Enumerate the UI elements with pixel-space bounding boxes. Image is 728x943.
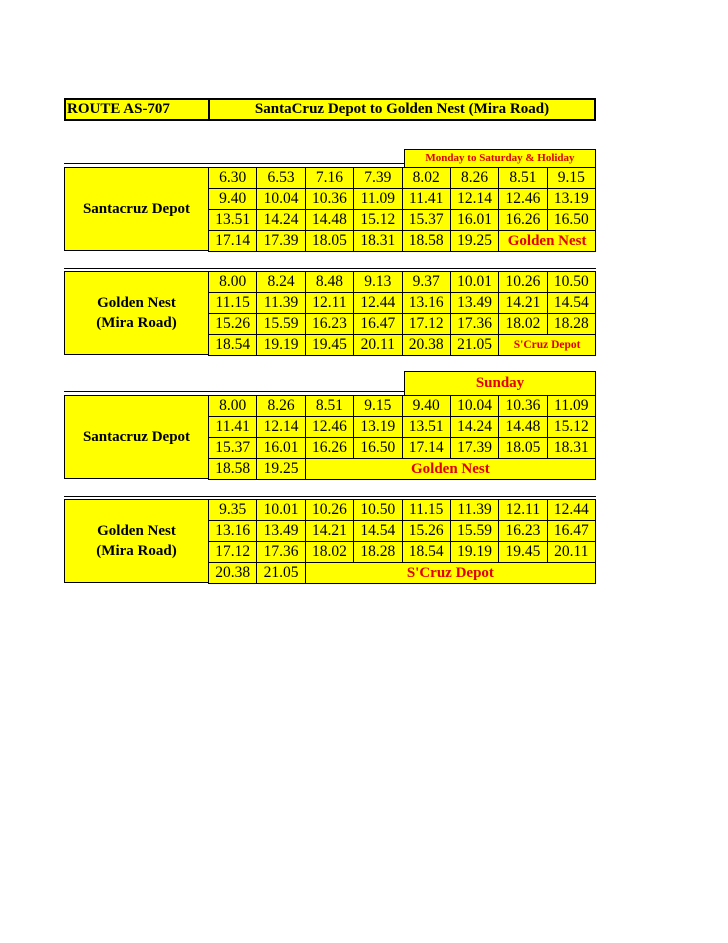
time-cell: 11.09 xyxy=(547,396,595,417)
time-cell: 16.23 xyxy=(499,521,547,542)
time-cell: 8.02 xyxy=(402,168,450,189)
time-cell: 8.26 xyxy=(257,396,305,417)
time-cell: 12.14 xyxy=(450,189,498,210)
time-cell: 18.02 xyxy=(305,542,353,563)
time-cell: 13.51 xyxy=(209,210,257,231)
table-row xyxy=(209,438,596,459)
table-row xyxy=(209,272,596,293)
table-row xyxy=(209,542,596,563)
time-cell: 10.01 xyxy=(450,272,498,293)
time-cell: 10.50 xyxy=(354,500,402,521)
table-row xyxy=(209,168,596,189)
time-cell: 18.31 xyxy=(547,438,595,459)
stop-name xyxy=(64,271,208,355)
time-cell: 8.00 xyxy=(209,272,257,293)
time-cell: 12.11 xyxy=(499,500,547,521)
time-cell: 16.47 xyxy=(547,521,595,542)
time-cell: 18.28 xyxy=(547,314,595,335)
time-cell: 15.26 xyxy=(402,521,450,542)
time-cell: 13.16 xyxy=(402,293,450,314)
time-cell: 16.23 xyxy=(305,314,353,335)
time-cell: 21.05 xyxy=(450,335,498,356)
time-cell: 12.44 xyxy=(547,500,595,521)
time-cell: 11.15 xyxy=(209,293,257,314)
route-title: SantaCruz Depot to Golden Nest (Mira Road) xyxy=(208,98,596,121)
timetable-grid xyxy=(208,271,596,356)
time-cell: 13.49 xyxy=(450,293,498,314)
time-cell: 10.01 xyxy=(257,500,305,521)
time-cell: 14.48 xyxy=(305,210,353,231)
time-cell: 20.11 xyxy=(547,542,595,563)
time-cell: 17.39 xyxy=(257,231,305,252)
time-cell: 16.26 xyxy=(305,438,353,459)
time-cell: 19.19 xyxy=(450,542,498,563)
stop-name xyxy=(64,395,208,479)
time-cell: 17.14 xyxy=(209,231,257,252)
time-cell: 13.16 xyxy=(209,521,257,542)
time-cell: 7.16 xyxy=(305,168,353,189)
time-cell: 11.39 xyxy=(450,500,498,521)
stop-name xyxy=(64,167,208,251)
time-cell: 16.50 xyxy=(354,438,402,459)
stop-name xyxy=(64,499,208,583)
table-row xyxy=(209,396,596,417)
stop-name-line: Golden Nest xyxy=(97,523,176,539)
time-cell: 16.01 xyxy=(257,438,305,459)
time-cell: 11.09 xyxy=(354,189,402,210)
table-row xyxy=(209,231,596,252)
time-cell: 8.48 xyxy=(305,272,353,293)
time-cell: 17.39 xyxy=(450,438,498,459)
time-cell: 13.19 xyxy=(547,189,595,210)
stop-name-line: (Mira Road) xyxy=(96,543,177,559)
time-cell: 21.05 xyxy=(257,563,305,584)
time-cell: 8.26 xyxy=(450,168,498,189)
time-cell: 15.59 xyxy=(450,521,498,542)
time-cell: 10.36 xyxy=(499,396,547,417)
destination-label: S'Cruz Depot xyxy=(499,335,596,356)
time-cell: 9.40 xyxy=(402,396,450,417)
timetable-grid xyxy=(208,395,596,480)
time-cell: 14.48 xyxy=(499,417,547,438)
time-cell: 18.05 xyxy=(305,231,353,252)
time-cell: 10.26 xyxy=(305,500,353,521)
table-row xyxy=(209,189,596,210)
table-row xyxy=(209,459,596,480)
time-cell: 13.19 xyxy=(354,417,402,438)
time-cell: 12.11 xyxy=(305,293,353,314)
time-cell: 19.25 xyxy=(257,459,305,480)
table-row xyxy=(209,210,596,231)
timetable-grid xyxy=(208,499,596,584)
table-row xyxy=(209,314,596,335)
time-cell: 11.39 xyxy=(257,293,305,314)
time-cell: 15.12 xyxy=(547,417,595,438)
time-cell: 12.46 xyxy=(305,417,353,438)
time-cell: 9.13 xyxy=(354,272,402,293)
time-cell: 9.40 xyxy=(209,189,257,210)
schedule-note: Monday to Saturday & Holiday xyxy=(404,149,596,167)
time-cell: 10.04 xyxy=(257,189,305,210)
time-cell: 14.21 xyxy=(305,521,353,542)
time-cell: 6.53 xyxy=(257,168,305,189)
time-cell: 16.50 xyxy=(547,210,595,231)
stop-name-line: (Mira Road) xyxy=(96,315,177,331)
time-cell: 19.45 xyxy=(305,335,353,356)
time-cell: 6.30 xyxy=(209,168,257,189)
time-cell: 12.46 xyxy=(499,189,547,210)
time-cell: 14.21 xyxy=(499,293,547,314)
table-row xyxy=(209,500,596,521)
time-cell: 17.14 xyxy=(402,438,450,459)
table-row xyxy=(209,563,596,584)
time-cell: 16.26 xyxy=(499,210,547,231)
time-cell: 18.31 xyxy=(354,231,402,252)
time-cell: 18.58 xyxy=(402,231,450,252)
time-cell: 8.51 xyxy=(499,168,547,189)
time-cell: 14.24 xyxy=(257,210,305,231)
time-cell: 18.02 xyxy=(499,314,547,335)
time-cell: 17.36 xyxy=(450,314,498,335)
time-cell: 15.26 xyxy=(209,314,257,335)
time-cell: 14.24 xyxy=(450,417,498,438)
time-cell: 12.14 xyxy=(257,417,305,438)
time-cell: 19.45 xyxy=(499,542,547,563)
time-cell: 11.41 xyxy=(209,417,257,438)
time-cell: 20.11 xyxy=(354,335,402,356)
stop-name-line: Golden Nest xyxy=(97,295,176,311)
time-cell: 13.49 xyxy=(257,521,305,542)
table-top-border xyxy=(64,163,404,166)
time-cell: 10.26 xyxy=(499,272,547,293)
table-row xyxy=(209,293,596,314)
time-cell: 15.37 xyxy=(402,210,450,231)
time-cell: 18.54 xyxy=(209,335,257,356)
time-cell: 16.01 xyxy=(450,210,498,231)
time-cell: 14.54 xyxy=(547,293,595,314)
time-cell: 16.47 xyxy=(354,314,402,335)
time-cell: 10.36 xyxy=(305,189,353,210)
time-cell: 8.00 xyxy=(209,396,257,417)
stop-name-line: Santacruz Depot xyxy=(82,429,191,445)
table-row xyxy=(209,335,596,356)
destination-label: S'Cruz Depot xyxy=(305,563,595,584)
time-cell: 15.12 xyxy=(354,210,402,231)
time-cell: 13.51 xyxy=(402,417,450,438)
time-cell: 10.04 xyxy=(450,396,498,417)
destination-label: Golden Nest xyxy=(305,459,595,480)
destination-label: Golden Nest xyxy=(499,231,596,252)
time-cell: 8.51 xyxy=(305,396,353,417)
time-cell: 18.58 xyxy=(209,459,257,480)
time-cell: 18.54 xyxy=(402,542,450,563)
time-cell: 11.41 xyxy=(402,189,450,210)
time-cell: 12.44 xyxy=(354,293,402,314)
schedule-note: Sunday xyxy=(404,371,596,395)
time-cell: 9.35 xyxy=(209,500,257,521)
timetable-grid xyxy=(208,167,596,252)
route-number: ROUTE AS-707 xyxy=(64,98,208,121)
table-row xyxy=(209,521,596,542)
time-cell: 20.38 xyxy=(402,335,450,356)
time-cell: 8.24 xyxy=(257,272,305,293)
time-cell: 10.50 xyxy=(547,272,595,293)
time-cell: 19.25 xyxy=(450,231,498,252)
time-cell: 9.37 xyxy=(402,272,450,293)
time-cell: 17.36 xyxy=(257,542,305,563)
time-cell: 11.15 xyxy=(402,500,450,521)
time-cell: 9.15 xyxy=(354,396,402,417)
time-cell: 20.38 xyxy=(209,563,257,584)
time-cell: 15.37 xyxy=(209,438,257,459)
table-top-border xyxy=(64,391,404,394)
time-cell: 15.59 xyxy=(257,314,305,335)
time-cell: 19.19 xyxy=(257,335,305,356)
time-cell: 17.12 xyxy=(209,542,257,563)
time-cell: 17.12 xyxy=(402,314,450,335)
time-cell: 14.54 xyxy=(354,521,402,542)
stop-name-line: Santacruz Depot xyxy=(82,201,191,217)
time-cell: 7.39 xyxy=(354,168,402,189)
time-cell: 18.28 xyxy=(354,542,402,563)
time-cell: 9.15 xyxy=(547,168,595,189)
time-cell: 18.05 xyxy=(499,438,547,459)
table-row xyxy=(209,417,596,438)
